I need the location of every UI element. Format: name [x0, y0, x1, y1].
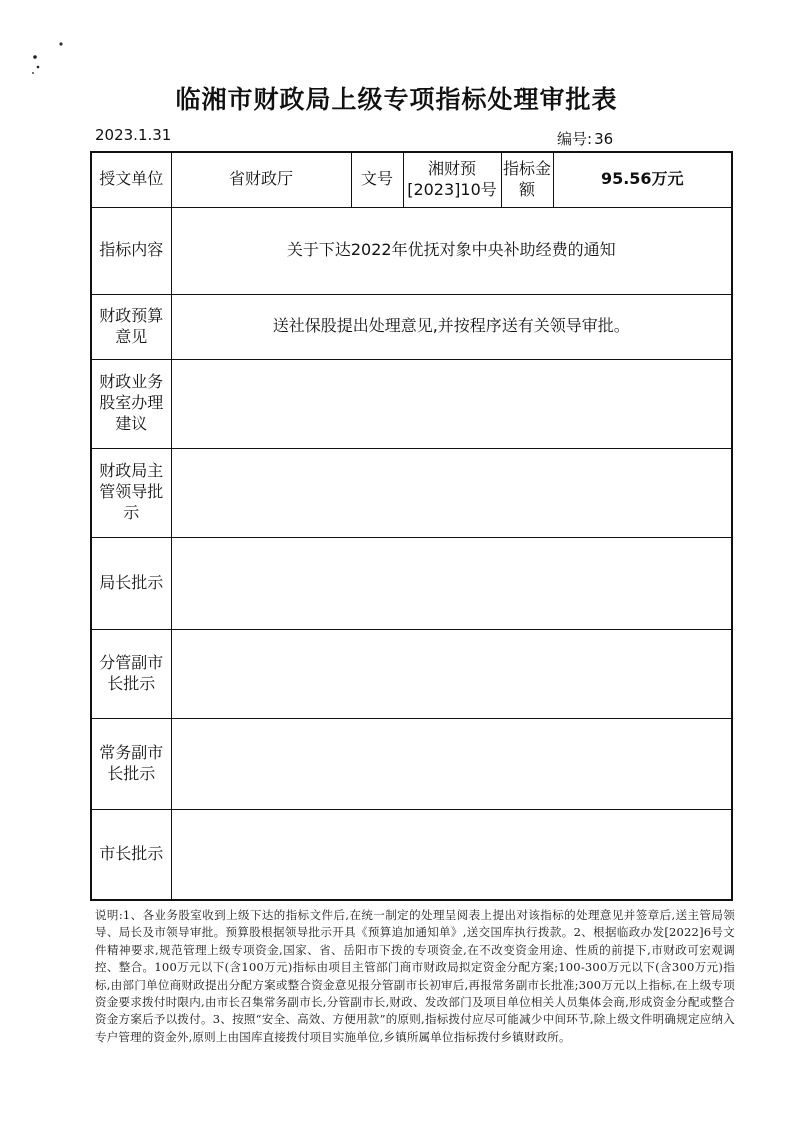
director-value	[171, 537, 732, 629]
serial-number	[555, 128, 613, 149]
executive-vice-mayor-row	[91, 718, 732, 809]
amount-value: 95.56万元	[553, 152, 732, 207]
content-value: 关于下达2022年优抚对象中央补助经费的通知	[171, 207, 732, 294]
explanatory-notes: 说明:1、各业务股室收到上级下达的指标文件后,在统一制定的处理呈阅表上提出对该指标的处理意见并签章后,送主管局领导、局长及市领导审批。预算股根据领导批示开具《预算追加通知单》,送交国库执行拨款。2、根据临政办发[2022]6号文件精神要求,规范管理上级专项资金,国家、省、岳阳市下拨的专项资金,在不改变资金用途、性质的前提下,市财政可宏观调控、整合。100万元以下(含100万元)指标由项目主管部门商市财政局拟定资金分配方案;100-300万元以下(含300万元)指标,由部门单位商财政提出分配方案或整合资金意见报分管副市长初审后,再报常务副市长批准;300万元以上指标,在上级专项资金要求拨付时限内,由市长召集常务副市长,分管副市长,财政、发改部门及项目单位相关人员集体会商,形成资金分配或整合资金方案后予以拨付。3、按照“安全、高效、方便用款”的原则,指标拨付应尽可能减少中间环节,除上级文件明确规定应纳入专户管理的资金外,原则上由国库直接拨付项目实施单位,乡镇所属单位指标拨付乡镇财政所。	[95, 908, 735, 1044]
budget-opinion-value: 送社保股提出处理意见,并按程序送有关领导审批。	[171, 294, 732, 359]
executive-vice-mayor-label: 常务副市长批示	[91, 718, 171, 809]
mayor-value	[171, 809, 732, 900]
content-row	[91, 207, 732, 294]
document-date: 2023.1.31	[95, 126, 172, 144]
page-title: 临湘市财政局上级专项指标处理审批表	[175, 85, 618, 114]
issuing-unit-label: 授文单位	[91, 152, 171, 207]
scan-specks	[30, 40, 70, 80]
budget-opinion-label: 财政预算意见	[91, 294, 171, 359]
mayor-row	[91, 809, 732, 900]
mayor-label: 市长批示	[91, 809, 171, 900]
business-office-label: 财政业务股室办理建议	[91, 359, 171, 448]
issuing-unit-value: 省财政厅	[171, 152, 351, 207]
director-label: 局长批示	[91, 537, 171, 629]
content-label: 指标内容	[91, 207, 171, 294]
business-office-value	[171, 359, 732, 448]
serial-label: 编号:	[557, 130, 593, 148]
executive-vice-mayor-value	[171, 718, 732, 809]
approval-form-table	[90, 151, 733, 901]
bureau-leader-row	[91, 448, 732, 537]
vice-mayor-label: 分管副市长批示	[91, 629, 171, 718]
amount-label: 指标金额	[501, 152, 553, 207]
business-office-row	[91, 359, 732, 448]
bureau-leader-label: 财政局主管领导批示	[91, 448, 171, 537]
header-row	[91, 152, 732, 207]
doc-no-value: 湘财预[2023]10号	[403, 152, 501, 207]
director-row	[91, 537, 732, 629]
bureau-leader-value	[171, 448, 732, 537]
serial-value: 36	[594, 130, 614, 148]
vice-mayor-value	[171, 629, 732, 718]
doc-no-label: 文号	[351, 152, 403, 207]
budget-opinion-row	[91, 294, 732, 359]
vice-mayor-row	[91, 629, 732, 718]
